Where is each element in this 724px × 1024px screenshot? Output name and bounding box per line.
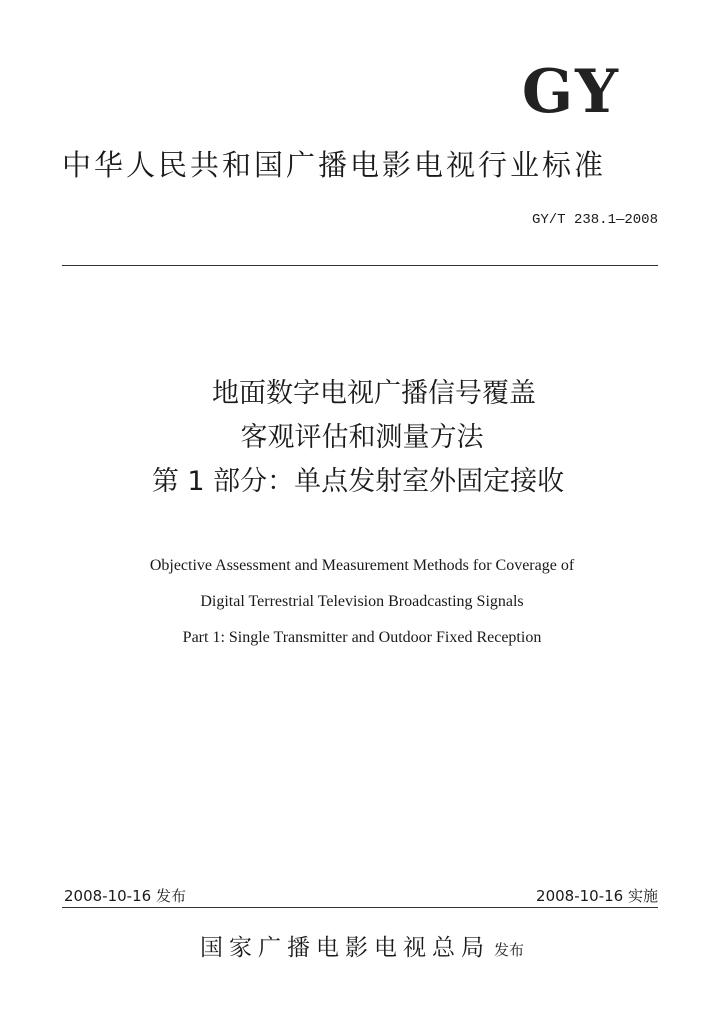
- english-title-line-2: Digital Terrestrial Television Broadcasting Signals: [200, 593, 524, 610]
- issuer-suffix: 发布: [493, 941, 524, 959]
- issuer: [0, 929, 724, 962]
- standard-code: GY/T 238.1—2008: [531, 212, 658, 228]
- implement-date: 2008-10-16 实施: [536, 887, 658, 905]
- chinese-title: [0, 372, 724, 504]
- chinese-title-line-3: 第 1 部分：单点发射室外固定接收: [151, 466, 565, 497]
- chinese-title-line-2: 客观评估和测量方法: [240, 422, 484, 453]
- chinese-title-line-1: 地面数字电视广播信号覆盖: [212, 378, 536, 409]
- bottom-divider: [62, 907, 658, 908]
- top-divider: [62, 265, 658, 266]
- english-title: [0, 548, 724, 656]
- english-title-line-3: Part 1: Single Transmitter and Outdoor Fixed Reception: [182, 629, 542, 646]
- issuer-name: 国家广播电影电视总局: [199, 935, 490, 961]
- release-date: 2008-10-16 发布: [64, 887, 186, 905]
- english-title-line-1: Objective Assessment and Measurement Methods for Coverage of: [149, 557, 575, 574]
- standard-category-title: 中华人民共和国广播电影电视行业标准: [62, 148, 607, 182]
- gy-logo: GY: [521, 57, 620, 127]
